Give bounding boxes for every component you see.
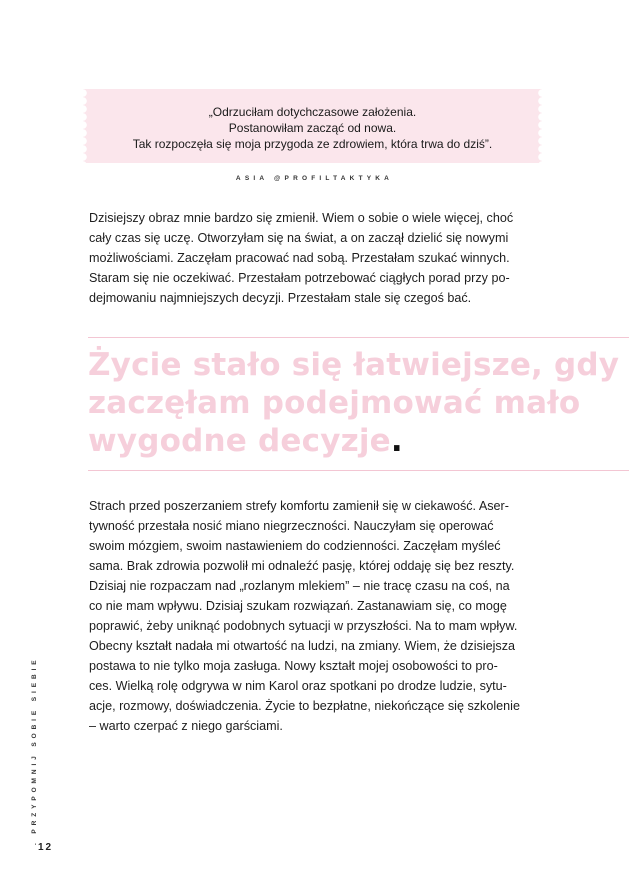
quote-line: „Odrzuciłam dotychczasowe założenia. [208,105,417,119]
divider-bottom [88,470,629,471]
text-line: dejmowaniu najmniejszych decyzji. Przestałam stale się czegoś bać. [89,291,472,305]
text-line: ces. Wielką rolę odgrywa w nim Karol oraz spotkani po drodze ludzie, sytu- [89,679,507,693]
text-line: poprawić, żeby uniknąć podobnych sytuacji w przyszłości. Na to mam wpływ. [89,619,518,633]
text-line: cały czas się uczę. Otworzyłam się na świat, a on zaczął dzielić się nowymi [89,231,509,245]
divider-top [88,337,629,338]
page-number: 12 [38,842,54,853]
headline-line: zaczęłam podejmować mało [88,385,581,421]
headline-end-mark: . [390,423,403,459]
paragraph-intro [89,208,542,308]
quote-author: ASIA @PROFILTAKTYKA [235,175,394,182]
text-line: możliwościami. Zaczęłam pracować nad sobą. Przestałam szukać winnych. [89,251,510,265]
text-line: postawa to nie tylko moja zasługa. Nowy kształt mojej osobowości to pro- [89,659,498,673]
text-line: Staram się nie oczekiwać. Przestałam potrzebować ciągłych porad przy po- [89,271,510,285]
headline-line: Życie stało się łatwiejsze, gdy [88,347,620,383]
pull-quote-box [87,89,538,163]
running-section-title: . PRZYPOMNIJ SOBIE SIEBIE [31,656,38,845]
text-line: co nie mam wpływu. Dzisiaj szukam rozwiązań. Zastanawiam się, co mogę [89,599,507,613]
text-line: Dzisiaj nie rozpaczam nad „rozlanym mlekiem” – nie tracę czasu na coś, na [89,579,510,593]
paragraph-main [89,496,542,736]
headline [88,346,620,460]
text-line: Dzisiejszy obraz mnie bardzo się zmienił. Wiem o sobie o wiele więcej, choć [89,211,514,225]
text-line: tywność przestała nosić miano niegrzeczności. Nauczyłam się operować [89,519,494,533]
text-line: Obecny kształt nadała mi otwartość na ludzi, na zmiany. Wiem, że dzisiejsza [89,639,516,653]
text-line: acje, rozmowy, doświadczenia. Życie to bezpłatne, niekończące się szkolenie [89,699,520,713]
quote-line: Tak rozpoczęła się moja przygoda ze zdrowiem, która trwa do dziś”. [132,137,493,151]
text-line: sama. Brak zdrowia pozwolił mi odnaleźć pasję, której oddaję się bez reszty. [89,559,515,573]
headline-line: wygodne decyzje [88,423,391,459]
text-line: swoim mózgiem, swoim nastawieniem do codzienności. Zaczęłam myśleć [89,539,501,553]
pull-quote-text [87,104,538,152]
text-line: Strach przed poszerzaniem strefy komfortu zamienił się w ciekawość. Aser- [89,499,509,513]
quote-line: Postanowiłam zacząć od nowa. [228,121,397,135]
text-line: – warto czerpać z niego garściami. [89,719,283,733]
